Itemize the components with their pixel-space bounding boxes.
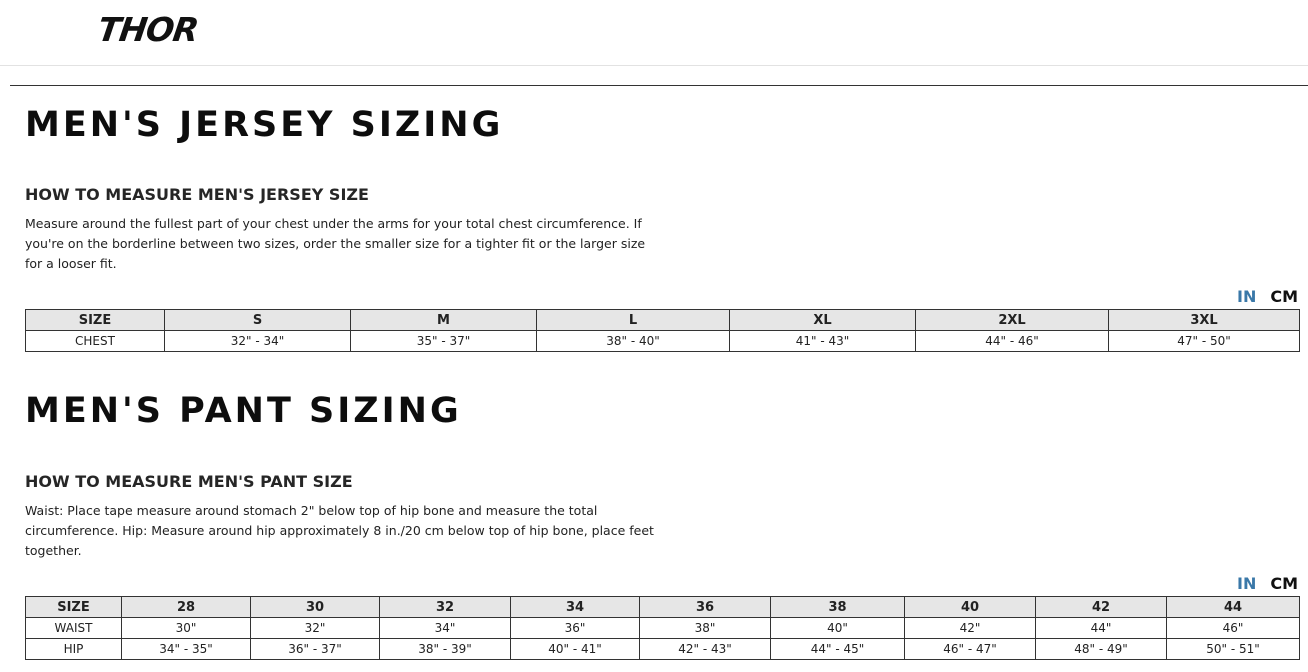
jersey-measurement-cell: 38" - 40" [537, 331, 730, 352]
jersey-header-cell: 3XL [1109, 310, 1300, 331]
table-row [26, 331, 1300, 352]
pant-header-cell: 40 [905, 597, 1036, 618]
pant-header-cell: 44 [1167, 597, 1300, 618]
pant-measurement-cell: 38" - 39" [380, 639, 511, 660]
jersey-how-title: HOW TO MEASURE MEN'S JERSEY SIZE [25, 185, 369, 204]
jersey-measurement-cell: 41" - 43" [730, 331, 916, 352]
jersey-size-table [25, 309, 1300, 352]
site-header [0, 0, 1308, 66]
jersey-measurement-cell: 32" - 34" [165, 331, 351, 352]
pant-header-cell: 34 [511, 597, 640, 618]
pant-unit-toggle [1237, 574, 1298, 594]
jersey-measurement-cell: 47" - 50" [1109, 331, 1300, 352]
pant-measurement-cell: 46" - 47" [905, 639, 1036, 660]
jersey-header-cell: L [537, 310, 730, 331]
jersey-section-title: MEN'S JERSEY SIZING [25, 105, 504, 145]
table-row [26, 618, 1300, 639]
pant-measurement-cell: 46" [1167, 618, 1300, 639]
table-row [26, 639, 1300, 660]
pant-header-cell: 28 [122, 597, 251, 618]
pant-header-cell: 42 [1036, 597, 1167, 618]
jersey-unit-toggle [1237, 287, 1298, 307]
jersey-row-label: CHEST [26, 331, 165, 352]
pant-measurement-cell: 40" - 41" [511, 639, 640, 660]
jersey-header-cell: XL [730, 310, 916, 331]
pant-measurement-cell: 36" - 37" [251, 639, 380, 660]
pant-header-cell: SIZE [26, 597, 122, 618]
pant-description: Waist: Place tape measure around stomach 2" below top of hip bone and measure the total circumference. Hip: Measure around hip approximately 8 in./20 cm below top of hip bone, place feet together. [25, 503, 654, 558]
pant-row-label: WAIST [26, 618, 122, 639]
pant-row-label: HIP [26, 639, 122, 660]
jersey-measurement-cell: 35" - 37" [351, 331, 537, 352]
pant-measurement-cell: 32" [251, 618, 380, 639]
pant-header-cell: 36 [640, 597, 771, 618]
pant-measurement-cell: 42" [905, 618, 1036, 639]
jersey-header-cell: S [165, 310, 351, 331]
pant-size-table [25, 596, 1300, 660]
jersey-header-cell: M [351, 310, 537, 331]
pant-header-cell: 32 [380, 597, 511, 618]
pant-measurement-cell: 44" [1036, 618, 1167, 639]
pant-measurement-cell: 42" - 43" [640, 639, 771, 660]
pant-unit-in[interactable]: IN [1236, 574, 1257, 593]
pant-measurement-cell: 48" - 49" [1036, 639, 1167, 660]
pant-measurement-cell: 44" - 45" [771, 639, 905, 660]
jersey-unit-in[interactable]: IN [1236, 287, 1257, 306]
pant-header-row [26, 597, 1300, 618]
pant-measurement-cell: 34" [380, 618, 511, 639]
jersey-description: Measure around the fullest part of your chest under the arms for your total chest circumference. If you're on the borderline between two sizes, order the smaller size for a tighter fit or the larger size for a looser fit. [25, 216, 646, 271]
divider [10, 85, 1308, 86]
jersey-unit-cm[interactable]: CM [1270, 287, 1298, 306]
thor-logo[interactable]: THOR [95, 10, 201, 49]
pant-how-title: HOW TO MEASURE MEN'S PANT SIZE [25, 472, 353, 491]
pant-measurement-cell: 34" - 35" [122, 639, 251, 660]
pant-measurement-cell: 36" [511, 618, 640, 639]
pant-measurement-cell: 50" - 51" [1167, 639, 1300, 660]
pant-measurement-cell: 30" [122, 618, 251, 639]
pant-measurement-cell: 40" [771, 618, 905, 639]
pant-unit-cm[interactable]: CM [1270, 574, 1298, 593]
pant-section-title: MEN'S PANT SIZING [25, 391, 462, 431]
jersey-header-cell: SIZE [26, 310, 165, 331]
jersey-header-cell: 2XL [916, 310, 1109, 331]
jersey-header-row [26, 310, 1300, 331]
pant-header-cell: 38 [771, 597, 905, 618]
pant-measurement-cell: 38" [640, 618, 771, 639]
pant-header-cell: 30 [251, 597, 380, 618]
jersey-measurement-cell: 44" - 46" [916, 331, 1109, 352]
